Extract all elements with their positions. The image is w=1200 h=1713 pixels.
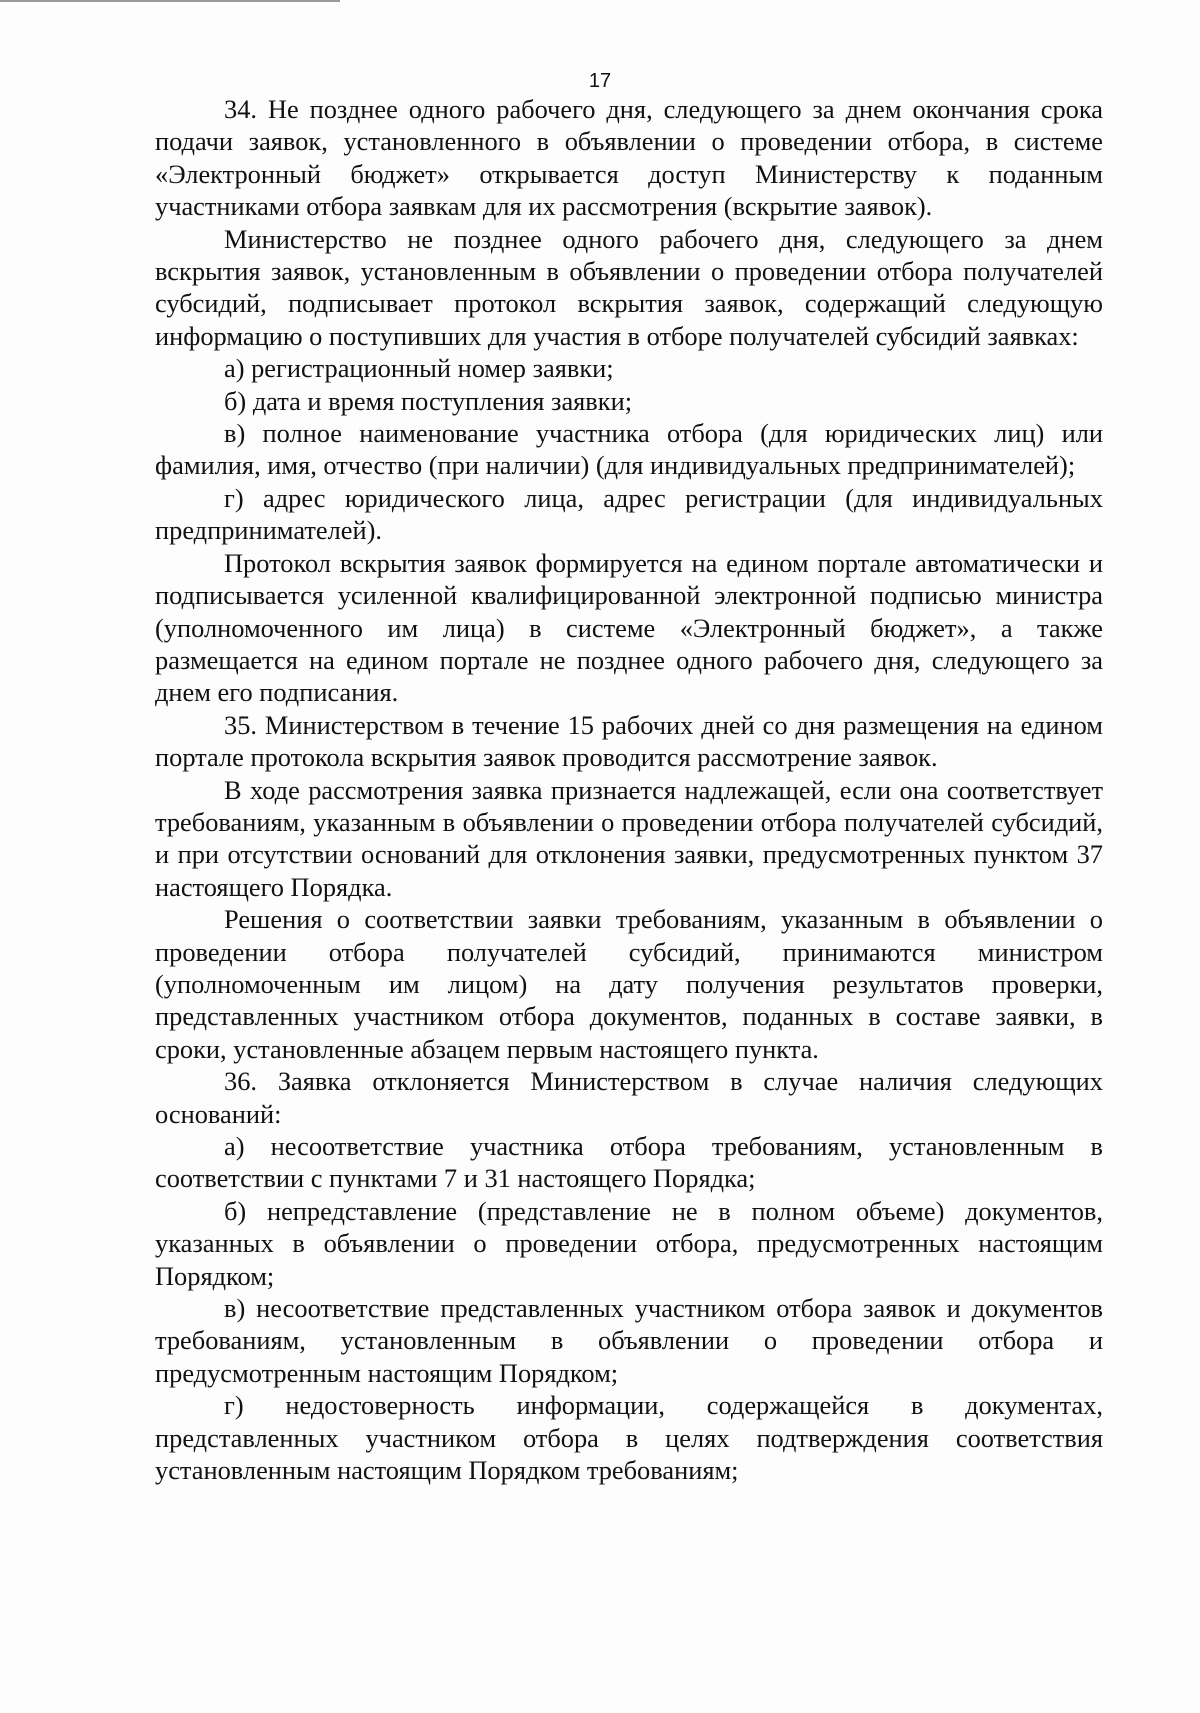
paragraph-35-review: 35. Министерством в течение 15 рабочих дней со дня размещения на едином портале протокола вскрытия заявок проводится рассмотрение заявок. — [155, 709, 1103, 773]
rejection-item-v: в) несоответствие представленных участником отбора заявок и документов требованиям, установленным в объявлении о проведении отбора и предусмотренным настоящим Порядком; — [155, 1293, 1103, 1388]
list-item-g-address: г) адрес юридического лица, адрес регистрации (для индивидуальных предпринимателей). — [155, 482, 1103, 546]
paragraph-34-opening: 34. Не позднее одного рабочего дня, следующего за днем окончания срока подачи заявок, установленного в объявлении о проведении отбора, в системе «Электронный бюджет» открывается доступ Министерству к поданным участниками отбора заявкам для их рассмотрения (вскрытие заявок). — [155, 94, 1103, 222]
rejection-item-a: а) несоответствие участника отбора требованиям, установленным в соответствии с пунктами 7 и 31 настоящего Порядка; — [155, 1131, 1103, 1194]
list-item-v-full-name: в) полное наименование участника отбора (для юридических лиц) или фамилия, имя, отчество (при наличии) (для индивидуальных предпринимателей); — [155, 418, 1103, 481]
paragraph-protocol-signing: Министерство не позднее одного рабочего дня, следующего за днем вскрытия заявок, установленным в объявлении о проведении отбора получателей субсидий, подписывает протокол вскрытия заявок, содержащий следующую информацию о поступивших для участия в отборе получателей субсидий заявках: — [155, 223, 1103, 351]
list-item-b-date-time: б) дата и время поступления заявки; — [224, 385, 633, 416]
rejection-item-b: б) непредставление (представление не в полном объеме) документов, указанных в объявлении о проведении отбора, предусмотренных настоящим Порядком; — [155, 1195, 1103, 1291]
page-number: 17 — [588, 70, 612, 92]
scan-edge-line — [0, 0, 340, 2]
paragraph-proper-application: В ходе рассмотрения заявка признается надлежащей, если она соответствует требованиям, указанным в объявлении о проведении отбора получателей субсидий, и при отсутствии оснований для отклонения заявки, предусмотренных пунктом 37 настоящего Порядка. — [155, 774, 1103, 902]
paragraph-36-rejection: 36. Заявка отклоняется Министерством в случае наличия следующих оснований: — [155, 1066, 1103, 1129]
paragraph-compliance-decisions: Решения о соответствии заявки требованиям, указанным в объявлении о проведении отбора получателей субсидий, принимаются министром (уполномоченным им лицом) на дату получения результатов проверки, представленных участником отбора документов, поданных в составе заявки, в сроки, установленные абзацем первым настоящего пункта. — [155, 904, 1103, 1064]
paragraph-protocol-portal: Протокол вскрытия заявок формируется на едином портале автоматически и подписывается усиленной квалифицированной электронной подписью министра (уполномоченного им лица) в системе «Электронный бюджет», а также размещается на едином портале не позднее одного рабочего дня, следующего за днем его подписания. — [155, 547, 1103, 708]
rejection-item-g: г) недостоверность информации, содержащейся в документах, представленных участником отбора в целях подтверждения соответствия установленным настоящим Порядком требованиям; — [155, 1390, 1103, 1486]
list-item-a-registration-number: а) регистрационный номер заявки; — [224, 353, 614, 384]
document-body — [155, 93, 1103, 1486]
